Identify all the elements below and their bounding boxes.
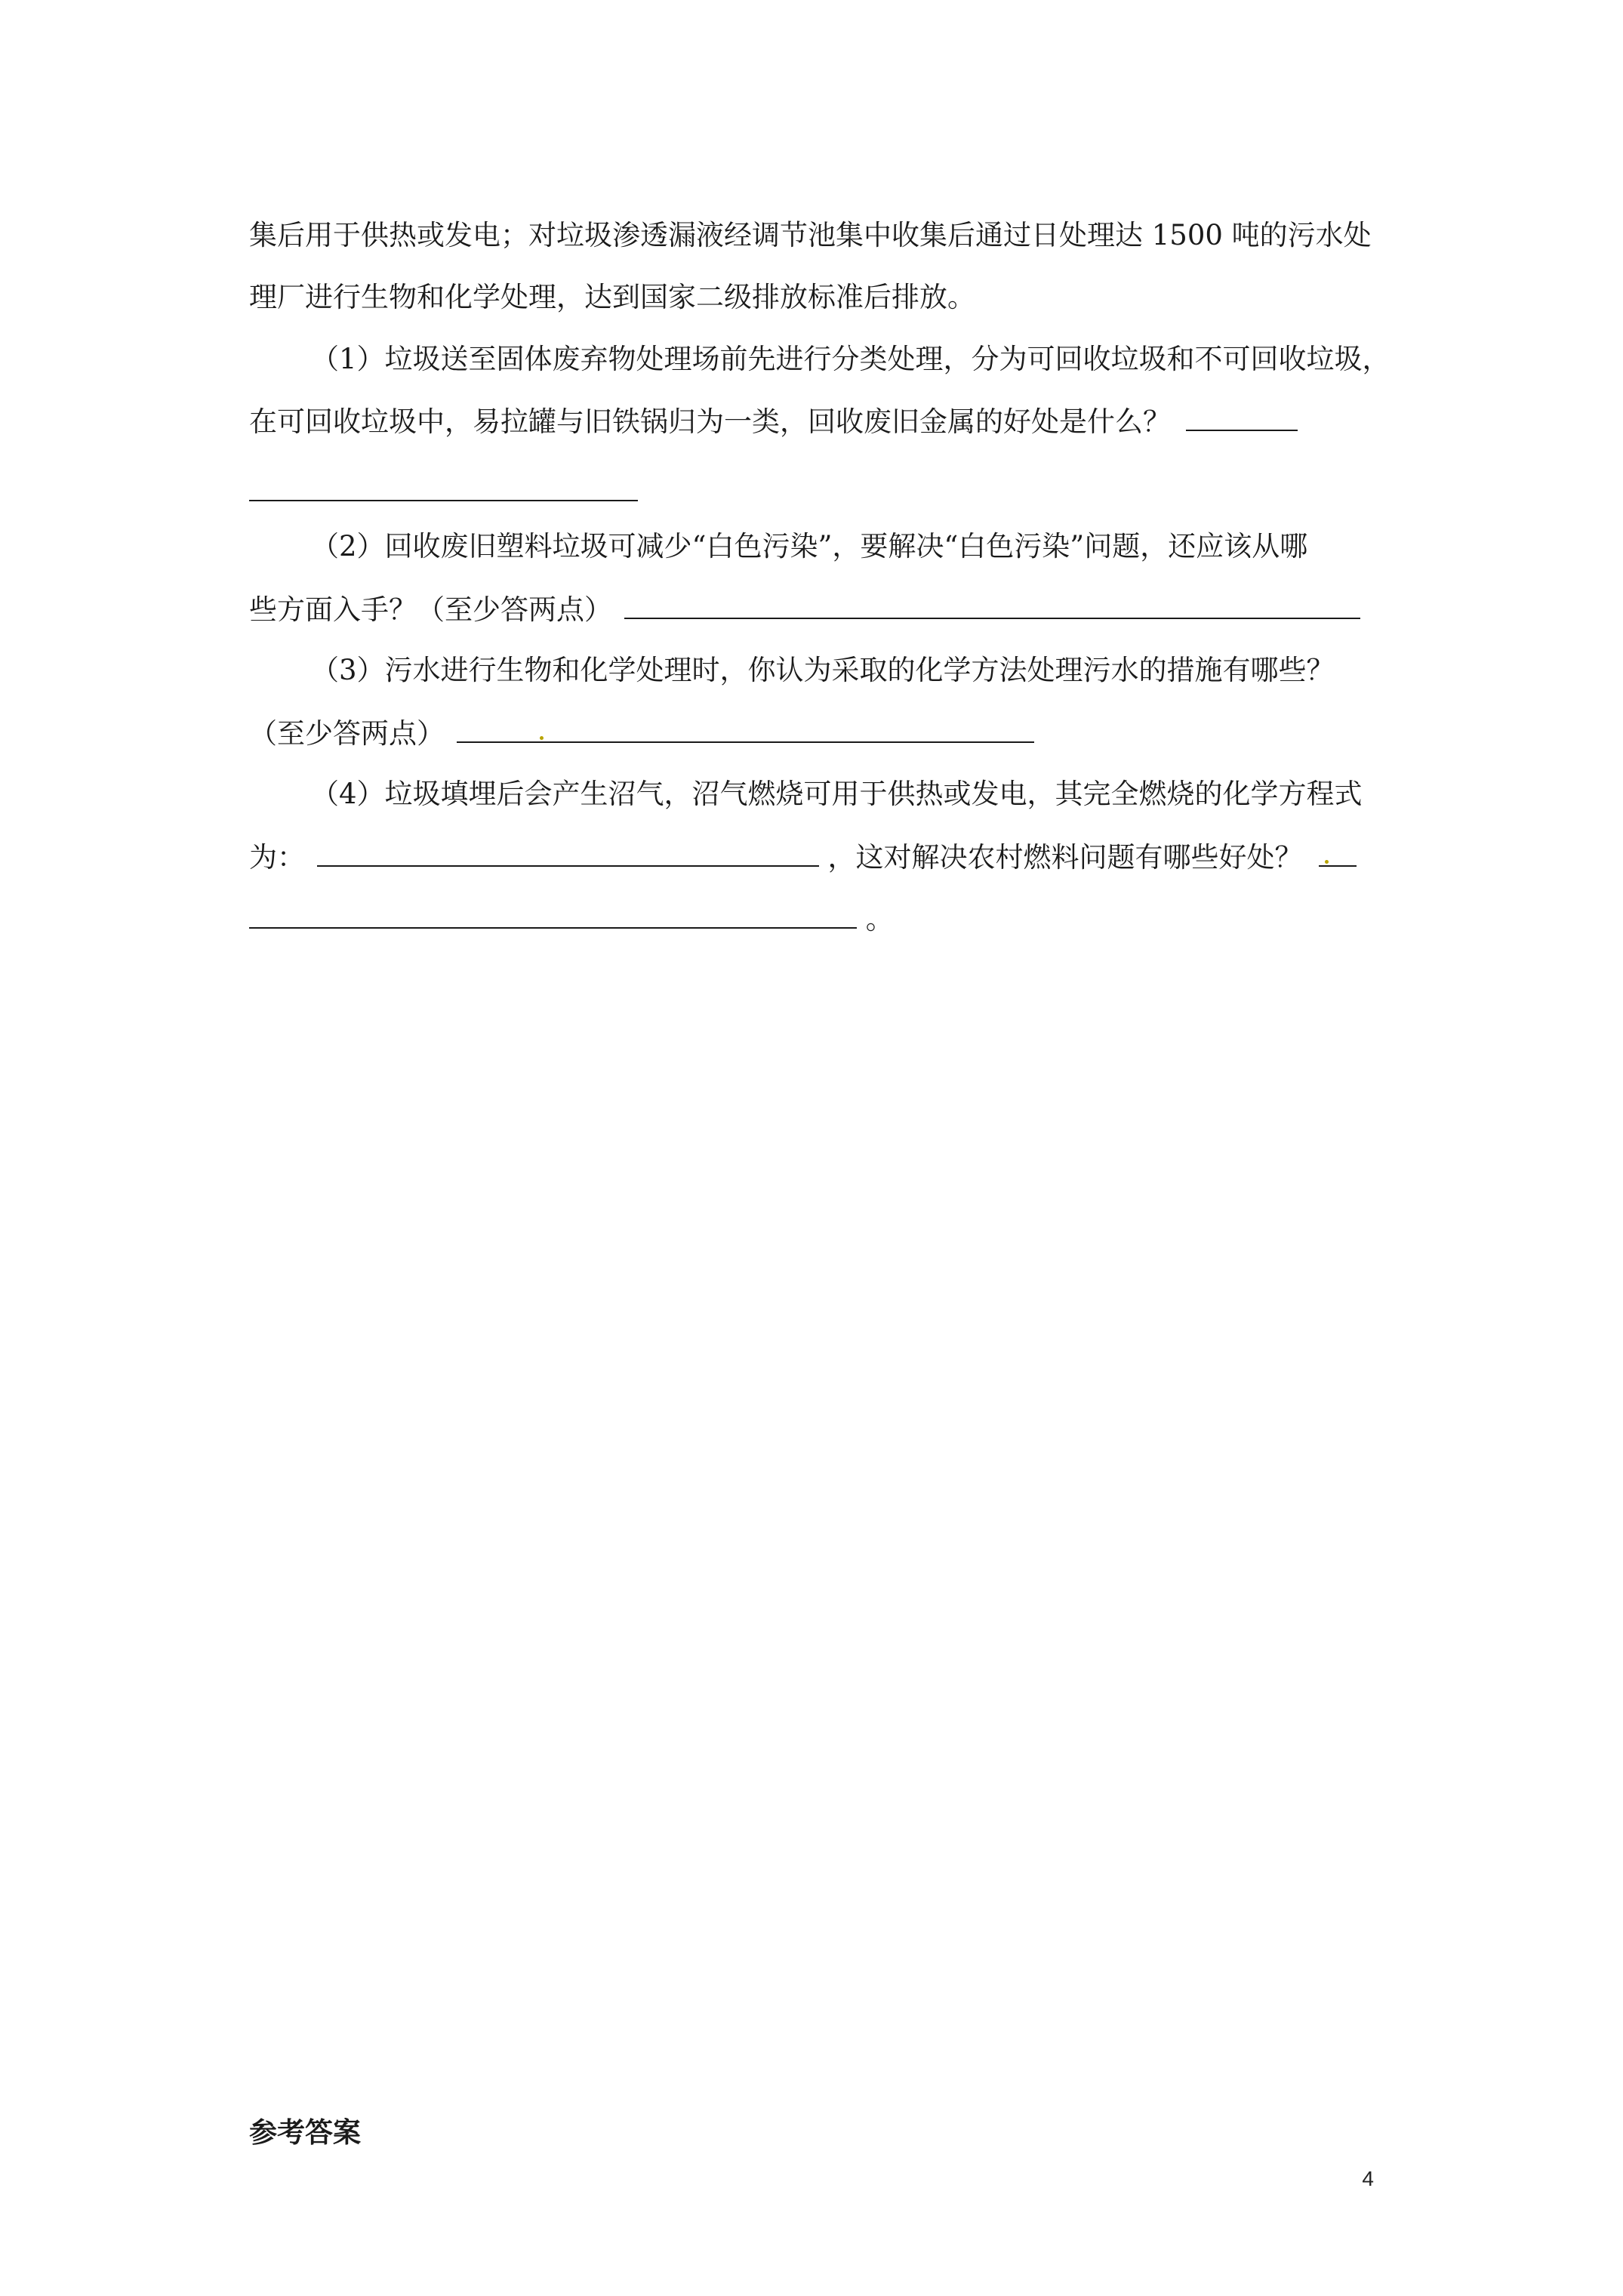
question-4-middle-text: ，这对解决农村燃料问题有哪些好处？ xyxy=(827,841,1303,874)
question-1-line-1: （1）垃圾送至固体废弃物处理场前先进行分类处理，分为可回收垃圾和不可回收垃圾， xyxy=(311,343,1390,375)
question-2-text: 些方面入手？（至少答两点） xyxy=(249,593,612,626)
question-4-line-2 xyxy=(249,838,1357,874)
question-1-text: 在可回收垃圾中，易拉罐与旧铁锅归为一类，回收废旧金属的好处是什么？ xyxy=(249,405,1171,438)
question-4-benefit-blank-a[interactable] xyxy=(1319,838,1357,867)
question-3-line-1: （3）污水进行生物和化学处理时，你认为采取的化学方法处理污水的措施有哪些？ xyxy=(311,654,1335,686)
page-number: 4 xyxy=(1362,2167,1374,2190)
intro-line-1: 集后用于供热或发电；对垃圾渗透漏液经调节池集中收集后通过日处理达 1500 吨的污水处 xyxy=(249,219,1372,251)
answer-heading: 参考答案 xyxy=(249,2116,361,2149)
question-4-end-mark: 。 xyxy=(865,903,894,935)
question-1-answer-blank-a[interactable] xyxy=(1186,402,1298,431)
question-1-answer-blank-b[interactable] xyxy=(249,464,638,501)
question-3-answer-blank[interactable] xyxy=(457,714,1034,743)
question-4-benefit-blank-b[interactable] xyxy=(249,900,857,929)
question-2-answer-blank[interactable] xyxy=(624,590,1360,619)
question-3-text: （至少答两点） xyxy=(249,717,445,750)
question-4-prefix: 为： xyxy=(249,841,305,874)
mark-dot-icon xyxy=(540,736,544,740)
question-4-equation-blank[interactable] xyxy=(317,838,819,867)
question-2-line-1: （2）回收废旧塑料垃圾可减少“白色污染”，要解决“白色污染”问题，还应该从哪 xyxy=(311,530,1308,562)
question-1-line-2 xyxy=(249,402,1298,439)
question-4-line-1: （4）垃圾填埋后会产生沼气，沼气燃烧可用于供热或发电，其完全燃烧的化学方程式 xyxy=(311,778,1363,810)
question-3-line-2 xyxy=(249,714,1034,750)
question-4-line-3 xyxy=(249,900,894,936)
intro-line-2: 理厂进行生物和化学处理，达到国家二级排放标准后排放。 xyxy=(249,281,975,313)
question-2-line-2 xyxy=(249,590,1360,627)
mark-dot-icon xyxy=(1325,860,1329,864)
